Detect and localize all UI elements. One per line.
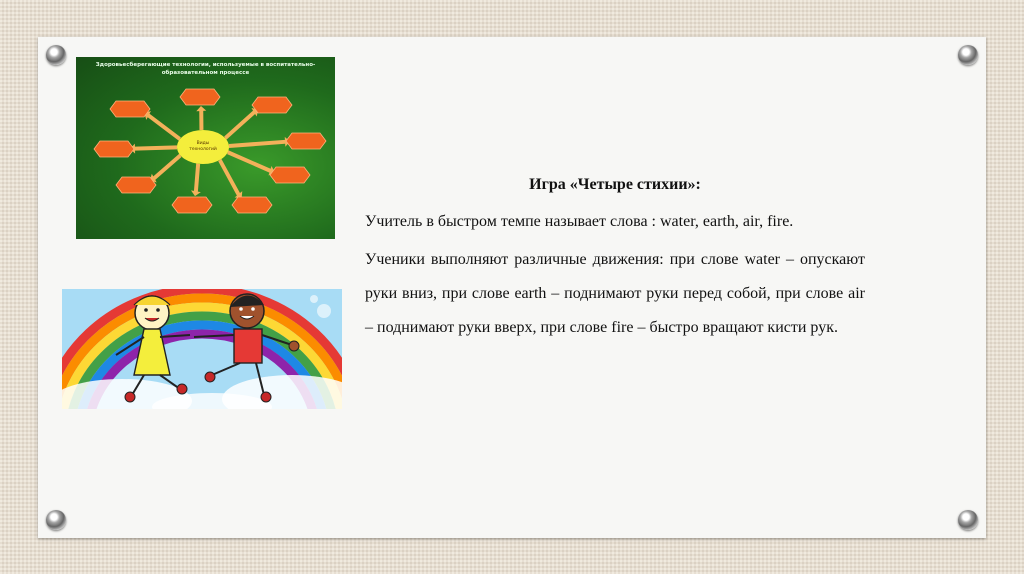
diagram-node: [232, 197, 272, 213]
diagram-arrow: [191, 163, 201, 196]
health-technologies-diagram: [76, 57, 335, 239]
diagram-node: [252, 97, 292, 113]
diagram-arrow: [130, 144, 177, 154]
diagram-arrow: [227, 150, 275, 175]
children-rainbow-illustration: [62, 289, 342, 409]
pin-icon: [46, 45, 66, 65]
pin-icon: [958, 45, 978, 65]
game-title: Игра «Четыре стихии»:: [529, 176, 701, 193]
paragraph-students: Ученики выполняют различные движения: при слове water – опускают руки вниз, при слове earth – поднимают руки перед собой, при слове air – поднимают руки вверх, при слове fire – быстро вращают кисти рук.: [365, 251, 865, 336]
diagram-node: [270, 167, 310, 183]
diagram-node: [110, 101, 150, 117]
pin-icon: [46, 510, 66, 530]
pin-icon: [958, 510, 978, 530]
diagram-node: [180, 89, 220, 105]
diagram-arrow: [218, 159, 242, 198]
diagram-arrow: [144, 111, 181, 141]
diagram-arrow: [196, 106, 206, 130]
slide: [38, 37, 986, 538]
diagram-arrow: [150, 154, 181, 183]
diagram-arrow: [224, 108, 258, 140]
diagram-node: [172, 197, 212, 213]
diagram-heading: Здоровьесберегающие технологии, используемые в воспитательно-образовательном процессе: [95, 62, 316, 76]
diagram-node: [286, 133, 326, 149]
diagram-node: [116, 177, 156, 193]
diagram-center-label: Виды технологий: [189, 141, 217, 152]
diagram-node: [94, 141, 134, 157]
text-block: [365, 175, 865, 349]
diagram-arrow: [229, 137, 290, 148]
paragraph-teacher: Учитель в быстром темпе называет слова : water, earth, air, fire.: [365, 213, 794, 230]
